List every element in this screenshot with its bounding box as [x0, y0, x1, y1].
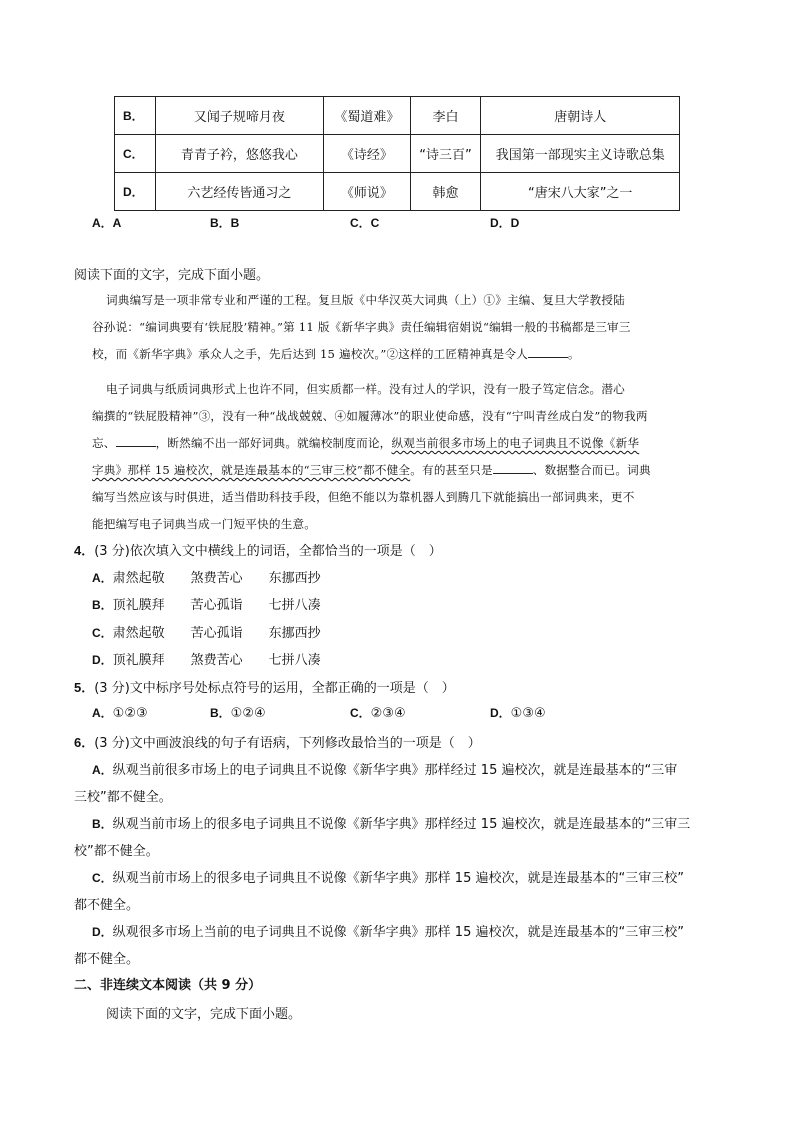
poem-line-cell: 青青子衿，悠悠我心 [155, 135, 323, 173]
question-number: 6． [74, 735, 95, 750]
q4-option-c[interactable] [92, 622, 321, 641]
section-heading: 二、非连续文本阅读（共 9 分） [74, 978, 262, 993]
table-row [115, 135, 680, 173]
option-letter: A． [92, 571, 113, 585]
question-number: 4． [74, 543, 95, 558]
option-text: ①③④ [510, 706, 546, 721]
passage-line: 能把编写电子词典当成一门短平快的生意。 [92, 517, 317, 531]
author-cell: 韩愈 [410, 173, 481, 211]
q6-option-b[interactable] [92, 813, 690, 832]
passage-line [92, 346, 580, 362]
row-letter: C． [115, 135, 156, 173]
passage-text: 。 [568, 347, 580, 361]
passage-text: 忘、 [92, 436, 116, 450]
option-letter: C． [92, 626, 113, 640]
wavy-underlined-sentence: 纵观当前很多市场上的电子词典且不说像《新华 [391, 436, 640, 450]
option-text: 顶礼膜拜 苦心孤诣 七拼八凑 [112, 598, 321, 613]
option-letter: D． [490, 706, 511, 720]
question-number: 5． [74, 680, 95, 695]
fill-blank-3[interactable] [493, 462, 533, 474]
option-text: 肃然起敬 苦心孤诣 东挪西抄 [112, 626, 321, 641]
q6-option-c[interactable] [92, 867, 684, 886]
section-instruction: 阅读下面的文字，完成下面小题。 [106, 1007, 302, 1022]
passage-line [92, 462, 651, 478]
q6-option-b-cont: 校”都不健全。 [74, 844, 159, 859]
row-letter: B． [115, 97, 156, 135]
work-cell: 《师说》 [324, 173, 411, 211]
q4-option-d[interactable] [92, 649, 321, 668]
q6-option-d[interactable] [92, 921, 684, 940]
wavy-underlined-sentence: 字典》那样 15 遍校次，就是连最基本的“三审三校”都不健全 [92, 463, 411, 477]
q6-option-a[interactable] [92, 759, 677, 778]
note-cell: “唐宋八大家”之一 [481, 173, 680, 211]
answer-choice-d[interactable]: D．D [490, 216, 520, 230]
option-text: 顶礼膜拜 煞费苦心 七拼八凑 [112, 653, 321, 668]
option-letter: B． [92, 598, 113, 612]
table-row [115, 97, 680, 135]
option-letter: D． [92, 653, 113, 667]
row-letter: D． [115, 173, 156, 211]
author-cell: “诗三百” [410, 135, 481, 173]
passage-line: 编撰的“铁屁股精神”③，没有一种“战战兢兢、④如履薄冰”的职业使命感，没有“宁叫青丝成白发”的物我两 [92, 409, 648, 423]
passage-text: 。有的甚至只是 [410, 463, 493, 477]
option-text: 肃然起敬 煞费苦心 东挪西抄 [112, 571, 321, 586]
note-cell: 我国第一部现实主义诗歌总集 [481, 135, 680, 173]
fill-blank-2[interactable] [116, 435, 156, 447]
q5-option-b[interactable] [210, 704, 350, 721]
question-6-stem [74, 732, 481, 751]
passage-text: 校，而《新华字典》承众人之手，先后达到 15 遍校次。”②这样的工匠精神真是令人 [92, 347, 529, 361]
author-cell: 李白 [410, 97, 481, 135]
q5-option-c[interactable] [350, 704, 490, 721]
q5-option-d[interactable] [490, 704, 546, 721]
option-text: ①②④ [230, 706, 266, 721]
q6-option-c-cont: 都不健全。 [74, 898, 140, 913]
work-cell: 《蜀道难》 [324, 97, 411, 135]
question-text: (3 分)文中画波浪线的句子有语病，下列修改最恰当的一项是（ ） [94, 736, 481, 751]
option-text: ①②③ [112, 706, 148, 721]
option-text: 纵观当前市场上的很多电子词典且不说像《新华字典》那样经过 15 遍校次，就是连最基本的“三审三 [112, 817, 691, 832]
answer-choice-a[interactable]: A．A [92, 216, 122, 230]
note-cell: 唐朝诗人 [481, 97, 680, 135]
question-text: (3 分)依次填入文中横线上的词语，全都恰当的一项是（ ） [94, 544, 442, 559]
question-text: (3 分)文中标序号处标点符号的运用，全都正确的一项是（ ） [94, 681, 455, 696]
passage-line: 编写当然应该与时俱进，适当借助科技手段，但绝不能以为靠机器人到腾几下就能搞出一部词典来，更不 [92, 490, 635, 504]
passage-text: 、数据整合而已。词典 [532, 463, 651, 477]
option-letter: B． [210, 706, 231, 720]
option-letter: D． [92, 925, 113, 939]
table-row [115, 173, 680, 211]
q4-option-a[interactable] [92, 567, 321, 586]
option-text: ②③④ [370, 706, 406, 721]
options-table [114, 96, 680, 211]
q3-answer-choices [92, 214, 519, 231]
passage-line: 词典编写是一项非常专业和严谨的工程。复旦版《中华汉英大词典（上）①》主编、复旦大学教授陆 [106, 293, 625, 307]
option-text: 纵观很多市场上当前的电子词典且不说像《新华字典》那样 15 遍校次，就是连最基本的“三审三校” [112, 925, 684, 940]
option-text: 纵观当前市场上的很多电子词典且不说像《新华字典》那样 15 遍校次，就是连最基本的“三审三校” [112, 871, 684, 886]
q4-option-b[interactable] [92, 594, 321, 613]
reading-instruction: 阅读下面的文字，完成下面小题。 [74, 268, 270, 283]
q6-option-a-cont: 三校”都不健全。 [74, 790, 172, 805]
option-letter: C． [92, 871, 113, 885]
poem-line-cell: 六艺经传皆通习之 [155, 173, 323, 211]
passage-text: ，断然编不出一部好词典。就编校制度而论， [155, 436, 392, 450]
option-letter: C． [350, 706, 371, 720]
q6-option-d-cont: 都不健全。 [74, 952, 140, 967]
q5-options [92, 704, 546, 721]
answer-choice-c[interactable]: C．C [350, 216, 380, 230]
poem-line-cell: 又闻子规啼月夜 [155, 97, 323, 135]
q5-option-a[interactable] [92, 704, 210, 721]
passage-line [92, 435, 639, 451]
passage-line: 电子词典与纸质词典形式上也许不同，但实质都一样。没有过人的学识，没有一股子笃定信念。潜心 [106, 382, 625, 396]
option-letter: A． [92, 706, 113, 720]
option-text: 纵观当前很多市场上的电子词典且不说像《新华字典》那样经过 15 遍校次，就是连最基本的“三审 [112, 763, 678, 778]
work-cell: 《诗经》 [324, 135, 411, 173]
option-letter: A． [92, 763, 113, 777]
answer-choice-b[interactable]: B．B [210, 216, 240, 230]
question-5-stem [74, 677, 455, 696]
question-4-stem [74, 540, 442, 559]
option-letter: B． [92, 817, 113, 831]
passage-line: 谷孙说：“编词典要有‘铁屁股’精神。”第 11 版《新华字典》责任编辑宿娟说“编辑一般的书稿都是三审三 [92, 320, 631, 334]
fill-blank-1[interactable] [528, 346, 568, 358]
